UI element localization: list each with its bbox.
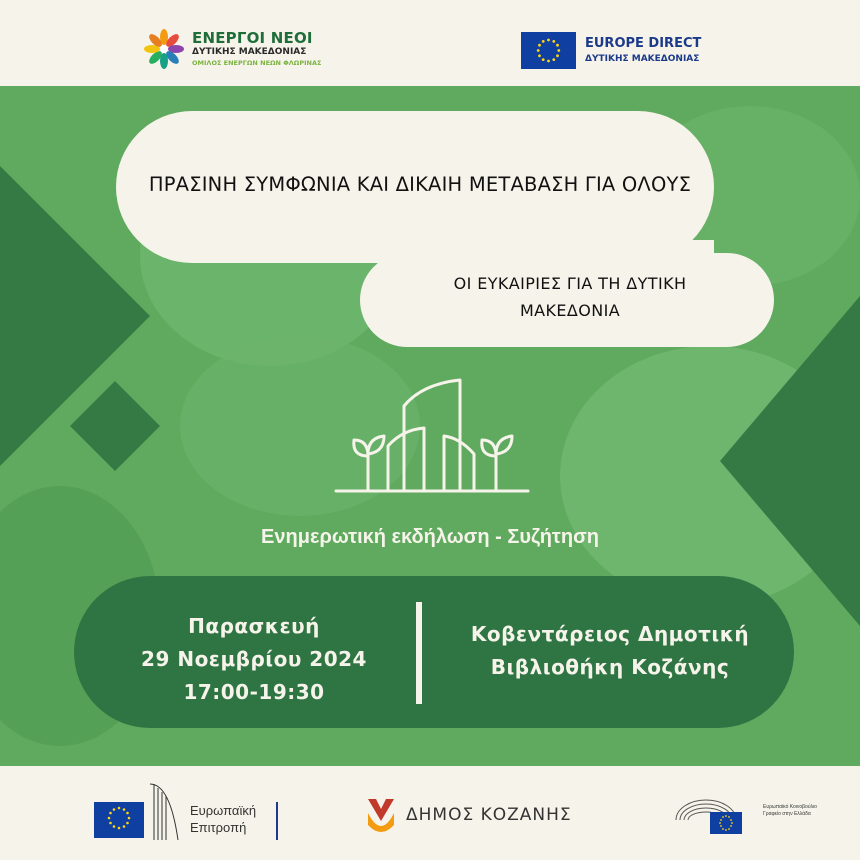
flower-logo-icon: [142, 27, 186, 71]
event-type: Ενημερωτική εκδήλωση - Συζήτηση: [261, 526, 599, 548]
event-time: 17:00-19:30: [183, 680, 325, 704]
ep-label: [763, 804, 817, 818]
venue-line1: Κοβεντάρειος Δημοτική: [470, 622, 750, 646]
event-date: 29 Νοεμβρίου 2024: [141, 647, 367, 671]
ec-label: [190, 802, 256, 836]
municipality-name: ΔΗΜΟΣ ΚΟΖΑΝΗΣ: [406, 805, 572, 825]
event-info-panel: [74, 576, 794, 728]
eu-flag-icon: [521, 32, 576, 69]
ec-line1: Ευρωπαϊκή: [190, 803, 257, 818]
event-subtitle: ΟΙ ΕΥΚΑΙΡΙΕΣ ΓΙΑ ΤΗ ΔΥΤΙΚΗ ΜΑΚΕΔΟΝΙΑ: [453, 274, 687, 320]
right-logo-line1: EUROPE DIRECT: [585, 35, 702, 51]
event-datetime: [104, 610, 404, 709]
ec-line2: Επιτροπή: [190, 820, 247, 835]
event-day: Παρασκευή: [188, 614, 320, 638]
ec-separator: [276, 802, 278, 840]
venue-line2: Βιβλιοθήκη Κοζάνης: [490, 655, 730, 679]
europe-direct-logo: [521, 30, 721, 70]
ep-line1: Ευρωπαϊκό Κοινοβούλιο: [763, 804, 817, 810]
green-city-icon: [332, 376, 532, 496]
left-logo-line2: ΔΥΤΙΚΗΣ ΜΑΚΕΔΟΝΙΑΣ: [192, 47, 307, 58]
right-logo-line2: ΔΥΤΙΚΗΣ ΜΑΚΕΔΟΝΙΑΣ: [585, 53, 700, 64]
ep-line2: Γραφείο στην Ελλάδα: [763, 811, 811, 817]
kozani-emblem-icon: [366, 795, 396, 835]
event-venue: [446, 618, 774, 684]
footer: [0, 766, 860, 860]
left-logo-line1: ΕΝΕΡΓΟΙ ΝΕΟΙ: [192, 29, 313, 48]
info-divider: [416, 602, 422, 704]
left-logo-line3: ΟΜΙΛΟΣ ΕΝΕΡΓΩΝ ΝΕΩΝ ΦΛΩΡΙΝΑΣ: [192, 59, 322, 68]
event-title: ΠΡΑΣΙΝΗ ΣΥΜΦΩΝΙΑ ΚΑΙ ΔΙΚΑΙΗ ΜΕΤΑΒΑΣΗ ΓΙΑ ΟΛΟΥΣ: [148, 173, 692, 196]
energoi-neoi-logo: [142, 26, 322, 72]
header: [0, 0, 860, 86]
kozani-municipality-logo: [366, 792, 606, 838]
